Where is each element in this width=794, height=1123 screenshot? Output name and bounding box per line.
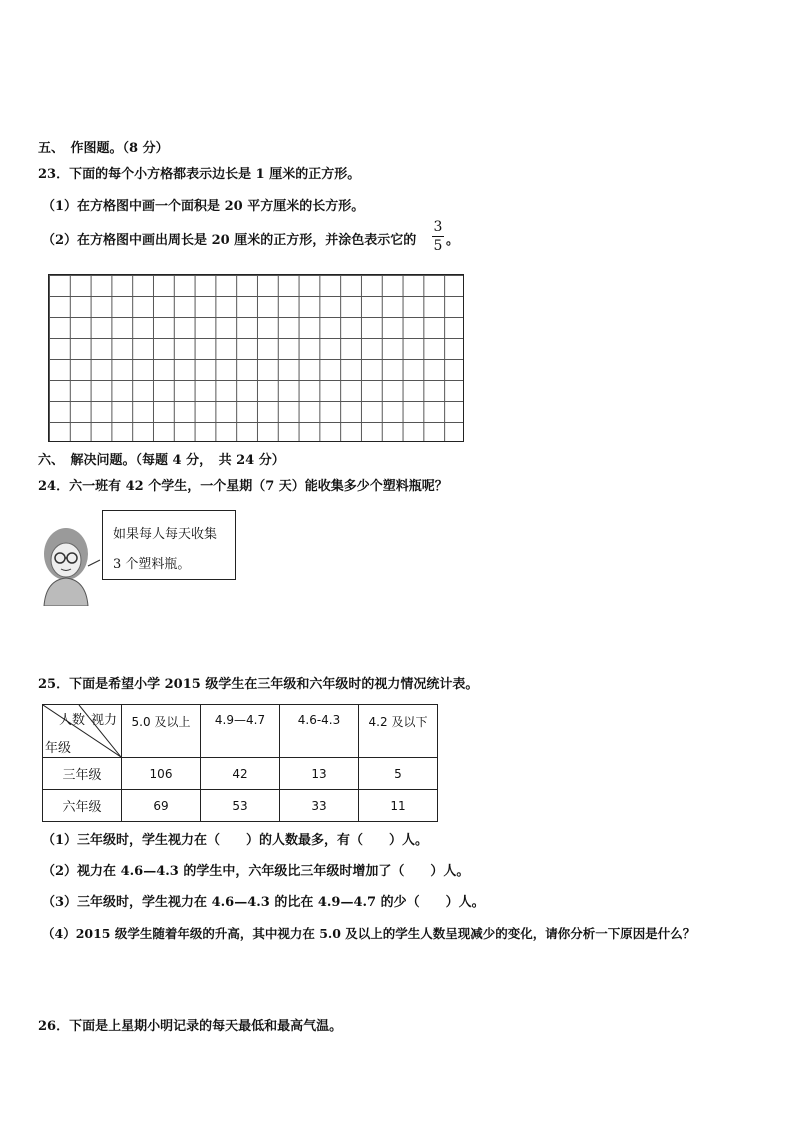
table-row (43, 758, 438, 790)
question-25-sub-3: （3）三年级时，学生视力在 4.6—4.3 的比在 4.9—4.7 的少（ ）人。 (42, 895, 485, 910)
header-cell: 4.9—4.7 (201, 705, 280, 758)
grade-cell: 六年级 (43, 790, 122, 822)
question-23-part-2: （2）在方格图中画出周长是 20 厘米的正方形，并涂色表示它的 (42, 233, 417, 248)
question-26-stem: 26．下面是上星期小明记录的每天最低和最高气温。 (38, 1019, 343, 1034)
value-cell: 5 (359, 758, 438, 790)
speech-bubble (102, 510, 236, 580)
fraction-three-fifths (432, 219, 444, 254)
teacher-illustration (36, 520, 102, 606)
corner-grade-label: 年级 (45, 741, 72, 756)
corner-people-label: 人数 (59, 713, 86, 728)
value-cell: 13 (280, 758, 359, 790)
header-cell: 4.6-4.3 (280, 705, 359, 758)
header-cell: 4.2 及以下 (359, 705, 438, 758)
value-cell: 69 (122, 790, 201, 822)
fraction-numerator: 3 (433, 219, 443, 235)
table-header-row (43, 705, 438, 758)
header-cell: 5.0 及以上 (122, 705, 201, 758)
value-cell: 42 (201, 758, 280, 790)
value-cell: 11 (359, 790, 438, 822)
question-23-part-2-end: 。 (446, 233, 460, 248)
vision-table (42, 704, 438, 822)
section-five-heading: 五、 作图题。（8 分） (38, 141, 169, 156)
value-cell: 106 (122, 758, 201, 790)
value-cell: 53 (201, 790, 280, 822)
question-25-sub-1: （1）三年级时，学生视力在（ ）的人数最多，有（ ）人。 (42, 833, 429, 848)
section-six-heading: 六、 解决问题。（每题 4 分， 共 24 分） (38, 453, 285, 468)
bubble-line-2: 3 个塑料瓶。 (113, 557, 191, 572)
corner-vision-label: 视力 (91, 713, 118, 728)
question-23-stem: 23．下面的每个小方格都表示边长是 1 厘米的正方形。 (38, 167, 361, 182)
grade-cell: 三年级 (43, 758, 122, 790)
bubble-line-1: 如果每人每天收集 (113, 527, 218, 542)
value-cell: 33 (280, 790, 359, 822)
question-23-part-1: （1）在方格图中画一个面积是 20 平方厘米的长方形。 (42, 199, 365, 214)
question-24-stem: 24．六一班有 42 个学生，一个星期（7 天）能收集多少个塑料瓶呢？ (38, 479, 448, 494)
square-grid (48, 274, 464, 442)
question-25-sub-4: （4）2015 级学生随着年级的升高，其中视力在 5.0 及以上的学生人数呈现减少的变化，请你分析一下原因是什么？ (42, 926, 696, 941)
fraction-denominator: 5 (433, 238, 443, 254)
question-25-sub-2: （2）视力在 4.6—4.3 的学生中，六年级比三年级时增加了（ ）人。 (42, 864, 470, 879)
table-row (43, 790, 438, 822)
question-25-stem: 25．下面是希望小学 2015 级学生在三年级和六年级时的视力情况统计表。 (38, 677, 479, 692)
table-corner-cell (43, 705, 122, 758)
